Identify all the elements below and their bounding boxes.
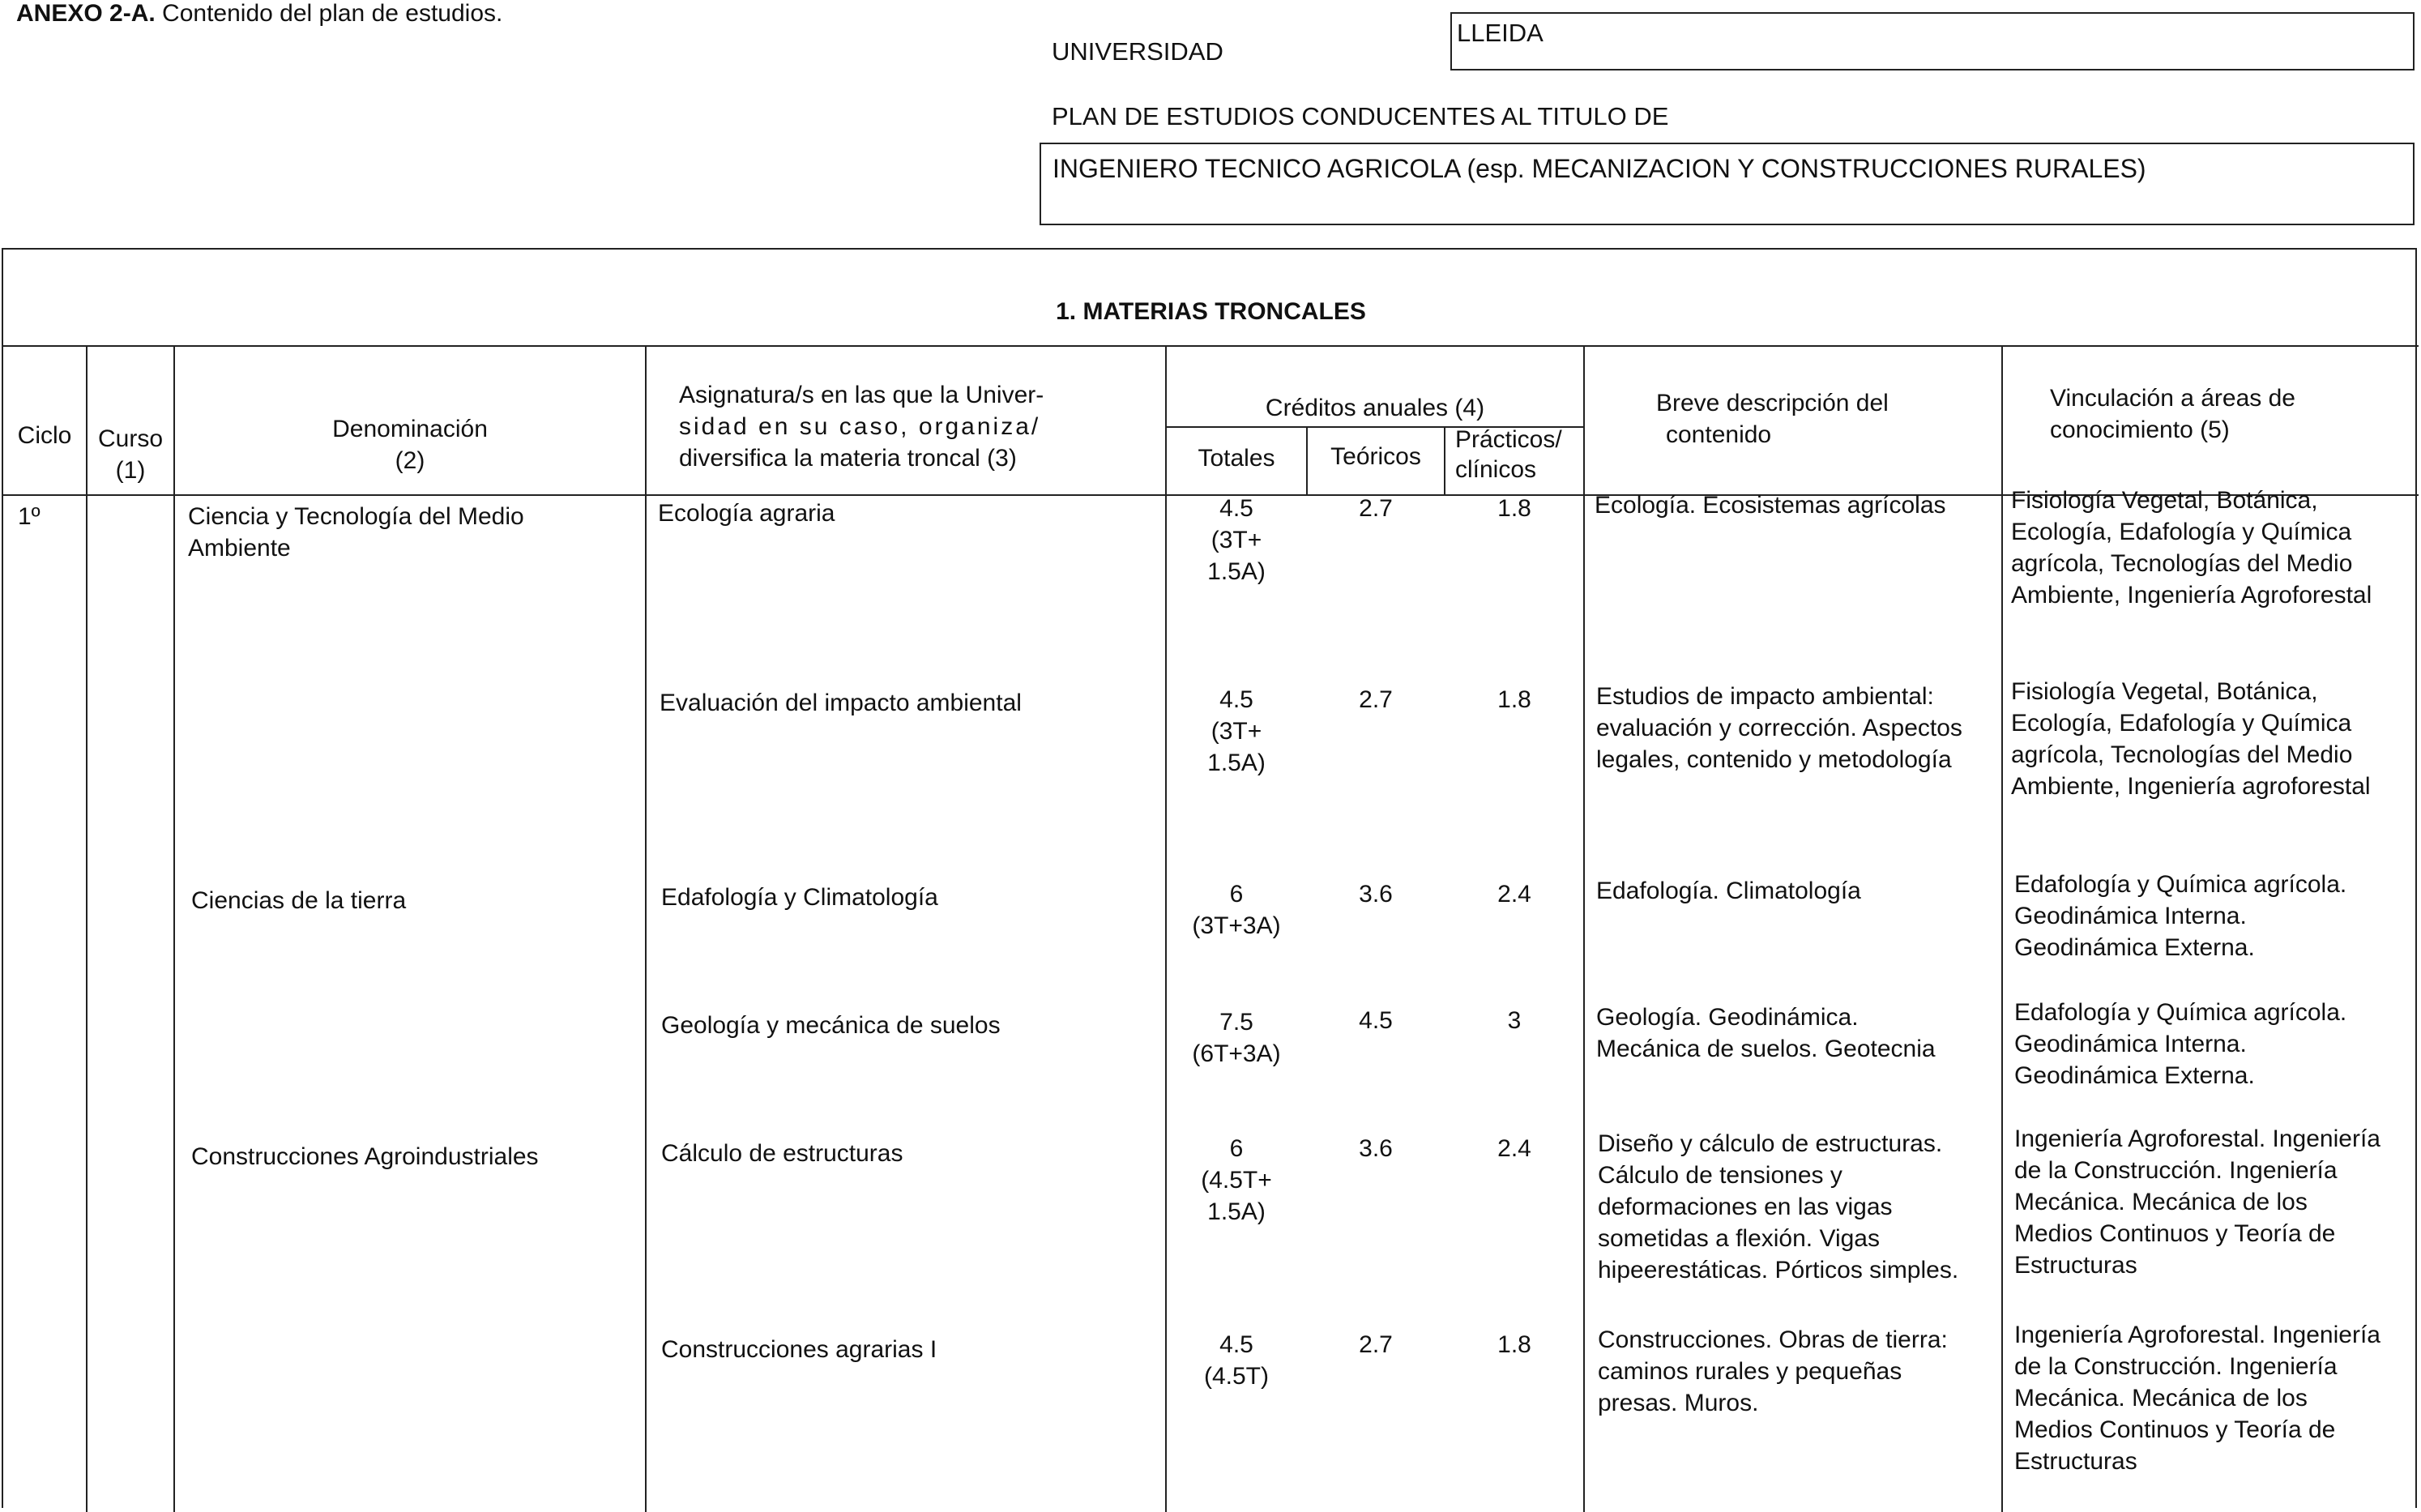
asignatura-cell: Geología y mecánica de suelos	[661, 1012, 1001, 1039]
university-label: UNIVERSIDAD	[1052, 37, 1223, 66]
col-header-asignatura	[679, 379, 1165, 474]
totales-cell	[1167, 878, 1306, 942]
troncales-table	[2, 248, 2417, 1508]
col-header-denominacion	[175, 413, 645, 476]
col-header-breve-l1: Breve descripción del	[1656, 390, 1889, 416]
practicos-cell: 1.8	[1497, 1331, 1531, 1358]
descripcion-line: deformaciones en las vigas	[1598, 1194, 1893, 1220]
header-top-line	[3, 345, 2419, 347]
totales-line: 1.5A)	[1207, 750, 1266, 776]
teoricos-cell: 2.7	[1359, 495, 1393, 522]
descripcion-line: Cálculo de tensiones y	[1598, 1162, 1842, 1189]
descripcion-line: caminos rurales y pequeñas	[1598, 1358, 1902, 1385]
asignatura-cell: Cálculo de estructuras	[661, 1140, 903, 1167]
descripcion-cell	[1595, 489, 2000, 521]
materia-denominacion	[191, 885, 642, 916]
asignatura-cell: Ecología agraria	[658, 500, 835, 527]
totales-line: 4.5	[1219, 1331, 1253, 1358]
col-header-denominacion-l2: (2)	[395, 447, 425, 474]
col-line-7	[1583, 345, 1585, 1512]
degree-title-box	[1040, 143, 2415, 225]
col-header-denominacion-l1: Denominación	[332, 416, 488, 442]
totales-line: (3T+3A)	[1192, 912, 1281, 939]
col-header-ciclo: Ciclo	[17, 422, 72, 449]
descripcion-line: hipeerestáticas. Pórticos simples.	[1598, 1257, 1959, 1283]
descripcion-cell	[1596, 875, 2001, 907]
col-header-totales: Totales	[1198, 445, 1275, 472]
col-header-curso-l2: (1)	[115, 457, 146, 484]
totales-line: 1.5A)	[1207, 558, 1266, 585]
vinculacion-line: Edafología y Química agrícola.	[2014, 871, 2347, 898]
practicos-cell: 2.4	[1497, 1135, 1531, 1162]
descripcion-line: Mecánica de suelos. Geotecnia	[1596, 1036, 1936, 1062]
vinculacion-line: Medios Continuos y Teoría de	[2014, 1416, 2336, 1443]
totales-line: 1.5A)	[1207, 1198, 1266, 1225]
asignatura-cell: Edafología y Climatología	[661, 884, 938, 911]
descripcion-line: presas. Muros.	[1598, 1390, 1759, 1416]
col-line-2	[173, 345, 175, 1512]
materia-denominacion	[188, 501, 642, 564]
totales-line: 4.5	[1219, 686, 1253, 713]
vinculacion-line: Estructuras	[2014, 1448, 2137, 1475]
descripcion-line: Diseño y cálculo de estructuras.	[1598, 1130, 1943, 1157]
vinculacion-line: Medios Continuos y Teoría de	[2014, 1220, 2336, 1247]
vinculacion-cell	[2014, 997, 2419, 1091]
degree-title-value: INGENIERO TECNICO AGRICOLA (esp. MECANIZACION Y CONSTRUCCIONES RURALES)	[1053, 154, 2146, 183]
col-header-asignatura-l2: sidad en su caso, organiza/	[679, 413, 1041, 440]
vinculacion-cell	[2014, 1319, 2419, 1477]
materia-denominacion	[191, 1141, 642, 1172]
col-header-practicos-l2: clínicos	[1455, 456, 1537, 483]
materia-denominacion-line: Ciencias de la tierra	[191, 887, 407, 914]
descripcion-line: Construcciones. Obras de tierra:	[1598, 1326, 1948, 1353]
vinculacion-line: Geodinámica Externa.	[2014, 934, 2255, 961]
annex-heading	[16, 0, 502, 28]
vinculacion-cell	[2014, 1123, 2419, 1281]
vinculacion-line: Fisiología Vegetal, Botánica,	[2011, 678, 2318, 705]
teoricos-cell: 4.5	[1359, 1007, 1393, 1034]
totales-cell	[1167, 493, 1306, 587]
annex-text: Contenido del plan de estudios.	[155, 0, 503, 27]
totales-line: 6	[1229, 881, 1244, 908]
col-header-creditos: Créditos anuales (4)	[1265, 395, 1485, 421]
vinculacion-line: Geodinámica Externa.	[2014, 1062, 2255, 1089]
descripcion-line: Geología. Geodinámica.	[1596, 1004, 1859, 1031]
col-header-curso	[88, 423, 173, 486]
descripcion-line: Estudios de impacto ambiental:	[1596, 683, 1934, 710]
vinculacion-line: de la Construcción. Ingeniería	[2014, 1353, 2338, 1380]
materia-denominacion-line: Construcciones Agroindustriales	[191, 1143, 539, 1170]
col-line-3	[645, 345, 647, 1512]
totales-cell	[1167, 684, 1306, 779]
vinculacion-line: Edafología y Química agrícola.	[2014, 999, 2347, 1026]
practicos-cell: 2.4	[1497, 881, 1531, 908]
col-line-6	[1444, 426, 1445, 494]
descripcion-cell	[1596, 1002, 2001, 1065]
col-line-1	[86, 345, 88, 1512]
col-header-practicos-l1: Prácticos/	[1455, 426, 1562, 453]
materia-denominacion-line: Ciencia y Tecnología del Medio	[188, 503, 524, 530]
vinculacion-line: agrícola, Tecnologías del Medio	[2011, 741, 2353, 768]
annex-label: ANEXO 2-A.	[16, 0, 156, 27]
vinculacion-line: Ambiente, Ingeniería Agroforestal	[2011, 582, 2372, 609]
col-header-breve	[1656, 387, 1996, 451]
vinculacion-line: de la Construcción. Ingeniería	[2014, 1157, 2338, 1184]
vinculacion-line: Mecánica. Mecánica de los	[2014, 1385, 2308, 1412]
vinculacion-line: Estructuras	[2014, 1252, 2137, 1279]
col-header-curso-l1: Curso	[97, 425, 164, 452]
totales-line: 4.5	[1219, 495, 1253, 522]
totales-line: (6T+3A)	[1192, 1040, 1281, 1067]
col-header-vinculacion-l2: conocimiento (5)	[2050, 416, 2230, 443]
vinculacion-cell	[2011, 676, 2416, 802]
col-header-practicos	[1455, 425, 1582, 485]
vinculacion-line: Ecología, Edafología y Química	[2011, 519, 2352, 545]
teoricos-cell: 3.6	[1359, 1135, 1393, 1162]
descripcion-cell	[1598, 1128, 2003, 1286]
vinculacion-line: Ingeniería Agroforestal. Ingeniería	[2014, 1322, 2380, 1348]
asignatura-cell: Evaluación del impacto ambiental	[660, 690, 1022, 716]
col-header-vinculacion	[2050, 382, 2415, 446]
descripcion-line: legales, contenido y metodología	[1596, 746, 1952, 773]
practicos-cell: 1.8	[1497, 495, 1531, 522]
totales-line: (4.5T)	[1203, 1363, 1269, 1390]
vinculacion-line: Geodinámica Interna.	[2014, 903, 2247, 929]
descripcion-cell	[1598, 1324, 2003, 1419]
totales-line: (4.5T+	[1201, 1167, 1272, 1194]
vinculacion-line: agrícola, Tecnologías del Medio	[2011, 550, 2353, 577]
vinculacion-line: Ambiente, Ingeniería agroforestal	[2011, 773, 2371, 800]
col-header-teoricos: Teóricos	[1330, 443, 1421, 470]
totales-line: 7.5	[1219, 1009, 1253, 1036]
vinculacion-cell	[2014, 869, 2419, 963]
vinculacion-line: Ingeniería Agroforestal. Ingeniería	[2014, 1125, 2380, 1152]
totales-cell	[1167, 1133, 1306, 1228]
university-box	[1450, 12, 2415, 70]
university-value: LLEIDA	[1457, 19, 1544, 47]
col-header-asignatura-l3: diversifica la materia troncal (3)	[679, 445, 1017, 472]
asignatura-cell: Construcciones agrarias I	[661, 1336, 937, 1363]
section-title: 1. MATERIAS TRONCALES	[1056, 298, 1366, 325]
col-header-breve-l2: contenido	[1666, 421, 1772, 448]
totales-line: 6	[1229, 1135, 1244, 1162]
plan-label: PLAN DE ESTUDIOS CONDUCENTES AL TITULO DE	[1052, 102, 1669, 130]
teoricos-cell: 2.7	[1359, 686, 1393, 713]
vinculacion-cell	[2011, 485, 2416, 611]
vinculacion-line: Mecánica. Mecánica de los	[2014, 1189, 2308, 1215]
teoricos-cell: 3.6	[1359, 881, 1393, 908]
ciclo-value: 1º	[18, 503, 41, 530]
vinculacion-line: Geodinámica Interna.	[2014, 1031, 2247, 1057]
materia-denominacion-line: Ambiente	[188, 535, 291, 562]
descripcion-line: Edafología. Climatología	[1596, 878, 1861, 904]
descripcion-line: Ecología. Ecosistemas agrícolas	[1595, 492, 1946, 519]
totales-line: (3T+	[1210, 718, 1262, 745]
col-header-vinculacion-l1: Vinculación a áreas de	[2050, 385, 2295, 412]
practicos-cell: 3	[1507, 1007, 1522, 1034]
teoricos-cell: 2.7	[1359, 1331, 1393, 1358]
practicos-cell: 1.8	[1497, 686, 1531, 713]
descripcion-line: evaluación y corrección. Aspectos	[1596, 715, 1962, 741]
descripcion-cell	[1596, 681, 2001, 775]
col-header-asignatura-l1: Asignatura/s en las que la Univer-	[679, 382, 1044, 408]
vinculacion-line: Ecología, Edafología y Química	[2011, 710, 2352, 737]
totales-cell	[1167, 1006, 1306, 1070]
descripcion-line: sometidas a flexión. Vigas	[1598, 1225, 1880, 1252]
vinculacion-line: Fisiología Vegetal, Botánica,	[2011, 487, 2318, 514]
totales-cell	[1167, 1329, 1306, 1392]
totales-line: (3T+	[1210, 527, 1262, 553]
